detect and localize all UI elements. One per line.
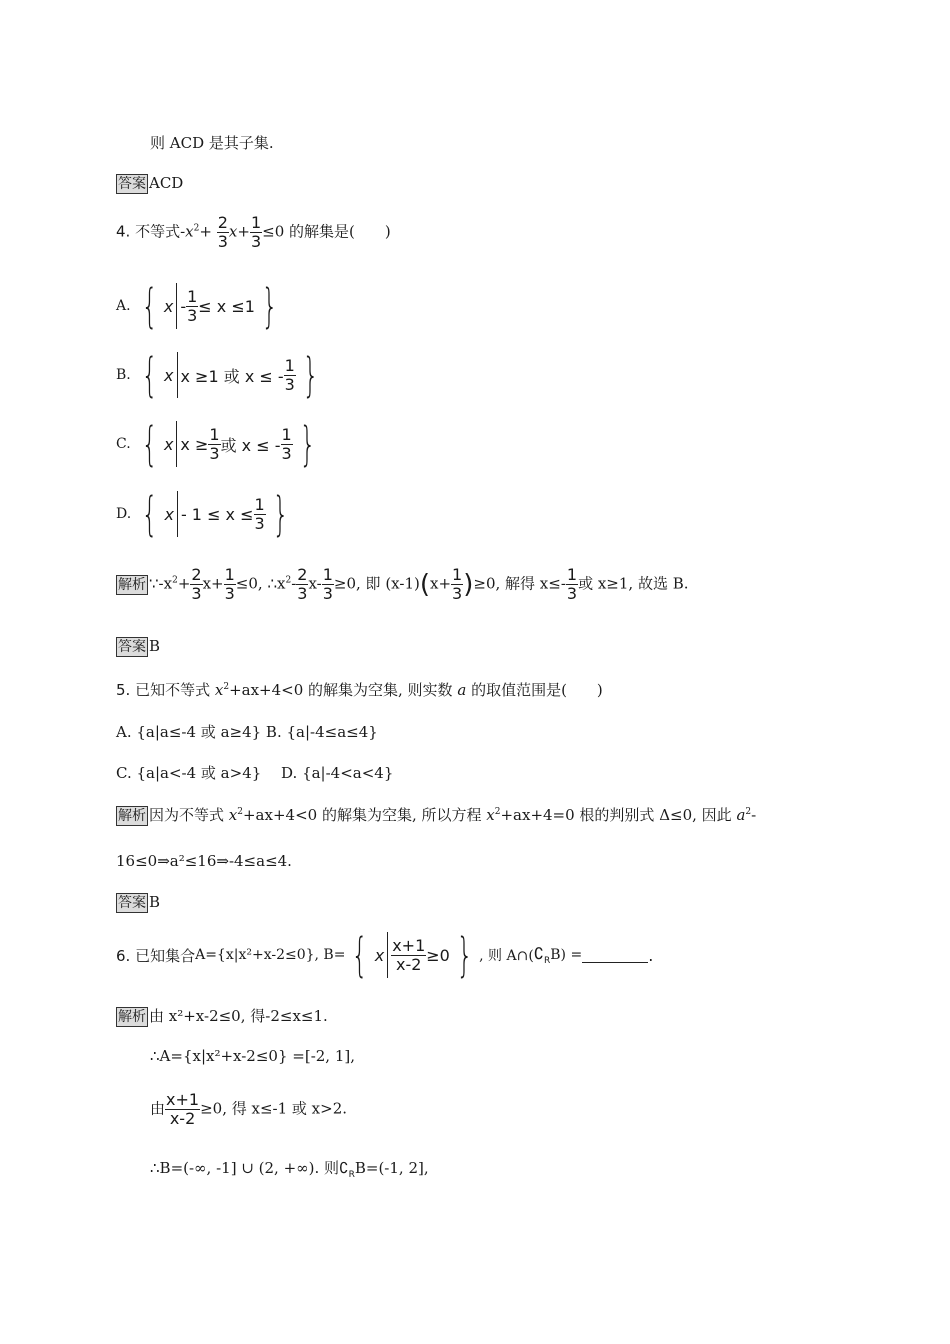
fraction <box>217 214 229 251</box>
question-number: 4. 不等式 <box>116 222 181 241</box>
denominator: 3 <box>566 584 578 603</box>
fraction <box>391 937 426 974</box>
denominator: 3 <box>281 443 292 463</box>
fraction <box>254 496 266 533</box>
question-text: 6. 已知集合 <box>116 946 196 965</box>
option-d: D. { x - 1 ≤ x ≤ $\frac{1}{3}$ } <box>116 487 289 541</box>
analysis-q6-line3 <box>150 1091 950 1128</box>
analysis-text: 由 x²+x-2≤0, 得-2≤x≤1. <box>149 1007 328 1025</box>
expr-part: x+ <box>228 222 250 241</box>
analysis-text: + <box>177 574 191 593</box>
option-label: A. <box>116 298 131 314</box>
fraction <box>284 357 296 394</box>
solution-conclusion-line: 则 ACD 是其子集. <box>150 134 274 152</box>
analysis-text: 因为不等式 <box>149 806 229 824</box>
numerator: 1 <box>254 494 265 514</box>
denominator: 3 <box>297 584 308 603</box>
set-condition: 或 x ≤ - <box>220 435 281 455</box>
fraction <box>451 566 463 603</box>
analysis-tag: 解析 <box>118 1009 146 1025</box>
question-4-stem: 4. 不等式$-x^2+$ $\frac{2}{3}$ x+ $\frac{1}{3}$ ≤0 的解集是( ) <box>116 213 391 251</box>
numerator: 1 <box>250 213 262 232</box>
fraction <box>165 1091 200 1128</box>
set-variable: x <box>164 365 174 385</box>
analysis-text: ≤0, ∴x <box>235 574 286 593</box>
fraction <box>322 566 334 603</box>
answer-tag: 答案 <box>118 895 146 911</box>
expr-part: ≤0 的解集是( ) <box>262 222 391 241</box>
set-condition: - <box>180 296 187 316</box>
answer-blank[interactable] <box>582 948 648 963</box>
fraction <box>281 426 293 463</box>
denominator: 3 <box>191 584 202 603</box>
answer-line-q4 <box>116 637 950 657</box>
analysis-text: +ax+4=0 根的判别式 Δ≤0, 因此 <box>500 806 737 824</box>
numerator: 1 <box>224 565 235 584</box>
question-text: +ax+4<0 的解集为空集, 则实数 <box>229 681 458 699</box>
option-label: B. <box>116 367 131 383</box>
answer-tag: 答案 <box>118 176 146 192</box>
set-variable: x <box>163 434 174 454</box>
denominator: 3 <box>452 584 463 603</box>
set-condition: x ≥ <box>180 434 209 454</box>
answer-line-q5 <box>116 893 950 913</box>
option-b: B. { x x ≥1 或 x ≤ - $\frac{1}{3}$ } <box>116 348 319 402</box>
fraction <box>296 566 308 603</box>
set-variable: x <box>374 945 385 965</box>
analysis-text: ≥0, 即 (x-1) <box>333 574 420 593</box>
question-text: B) = <box>550 947 583 963</box>
set-variable: x <box>163 296 174 316</box>
complement-subscript: R <box>543 956 551 967</box>
question-6-stem: 6. 已知集合 A={x|x²+x-2≤0}, B= { x $\frac{x+1}{x-2}$ ≥0 } , 则 A∩( $∁_R$ B) = . <box>116 928 654 982</box>
analysis-text: - <box>291 574 297 593</box>
analysis-text: x+ <box>202 574 224 593</box>
analysis-text: - <box>751 806 757 824</box>
complement-symbol: ∁ <box>339 1159 349 1177</box>
denominator: x-2 <box>169 1109 196 1128</box>
answer-tag: 答案 <box>118 639 146 655</box>
analysis-text: 或 x≥1, 故选 B. <box>578 574 689 593</box>
set-condition: x ≥1 或 x ≤ - <box>180 366 284 386</box>
set-condition: - 1 ≤ x ≤ <box>180 504 254 524</box>
numerator: 2 <box>191 565 202 584</box>
numerator: 1 <box>566 565 578 584</box>
analysis-q6-line4 <box>150 1157 950 1180</box>
option-a: A. { x - $\frac{1}{3}$ ≤ x ≤1 } <box>116 279 278 333</box>
expr-part: + <box>199 222 212 241</box>
option-label: D. <box>116 506 132 522</box>
set-condition: ≤ x ≤1 <box>198 296 255 316</box>
denominator: 3 <box>217 232 228 251</box>
numerator: x+1 <box>166 1090 200 1109</box>
analysis-tag: 解析 <box>118 576 146 593</box>
analysis-text: 由 <box>150 1099 166 1118</box>
analysis-q5-cont: 16≤0⇒a²≤16⇒-4≤a≤4. <box>116 852 292 870</box>
option-c: C. { x x ≥ $\frac{1}{3}$ 或 x ≤ - $\frac{1}{3}$ } <box>116 417 316 471</box>
question-5-stem: 5. 已知不等式 $x^2+ax+4<0$ 的解集为空集, 则实数 a 的取值范围是( ) <box>116 681 603 699</box>
analysis-text: x+ <box>430 574 452 593</box>
numerator: 1 <box>322 565 333 584</box>
option-label: C. <box>116 436 131 452</box>
analysis-text: ∵-x <box>149 574 173 593</box>
question-text: , 则 A∩( <box>479 948 534 964</box>
analysis-text: B=(-1, 2], <box>354 1159 429 1177</box>
expr-part: -x <box>180 222 194 241</box>
denominator: 3 <box>250 232 262 251</box>
answer-line-q3 <box>116 174 950 194</box>
numerator: 1 <box>187 286 198 306</box>
numerator: x+1 <box>392 935 426 955</box>
denominator: 3 <box>209 443 220 463</box>
denominator: 3 <box>254 513 265 533</box>
fraction <box>208 426 220 463</box>
analysis-q5: 解析 因为不等式 $x^2+ax+4<0$ 的解集为空集, 所以方程 $x^2+ax+4=0$ 根的判别式 Δ≤0, 因此 $a^2-$ <box>118 806 757 824</box>
fraction <box>190 566 202 603</box>
answer-value: B <box>149 637 161 655</box>
fraction <box>566 566 578 603</box>
numerator: 2 <box>297 565 308 584</box>
fraction <box>186 288 198 325</box>
analysis-text: x- <box>308 574 322 593</box>
question-text: . <box>648 945 654 965</box>
fraction <box>250 214 262 251</box>
options-cd: C. {a|a<-4 或 a>4} D. {a|-4<a<4} <box>116 764 394 782</box>
analysis-text: +ax+4<0 的解集为空集, 所以方程 <box>242 806 487 824</box>
set-a: A={x|x²+x-2≤0}, B= <box>195 947 346 963</box>
numerator: 1 <box>209 424 220 444</box>
analysis-text: ≥0, 得 x≤-1 或 x>2. <box>200 1099 348 1118</box>
numerator: 2 <box>217 213 228 232</box>
denominator: x-2 <box>396 954 422 974</box>
question-text: 5. 已知不等式 <box>116 681 215 699</box>
analysis-q6-line2: ∴A={x|x²+x-2≤0} =[-2, 1], <box>150 1047 356 1065</box>
analysis-q4: 解析 $\because-x^2+$ $\frac{2}{3}$ x+ $\frac{1}{3}$ ≤0, $\therefore x^2-$ $\frac{2}{3}$ x- $\frac{1}{3}$ ≥0, 即 (x-1)(x+ $\frac{1}{3}$ )≥0, 解得 x≤- $\frac{1}{3}$ 或 x≥1, 故选 B. <box>118 565 689 603</box>
answer-value: ACD <box>149 174 184 192</box>
set-condition: ≥0 <box>426 945 450 965</box>
analysis-text: ∴B=(-∞, -1] ∪ (2, +∞). 则 <box>150 1159 340 1177</box>
set-variable: x <box>164 504 174 524</box>
complement-subscript: R <box>348 1170 355 1180</box>
fraction <box>224 566 236 603</box>
complement-symbol: ∁ <box>533 943 544 963</box>
analysis-q6-line1 <box>116 1005 950 1027</box>
question-text: 的取值范围是( ) <box>466 681 603 699</box>
denominator: 3 <box>284 374 295 394</box>
answer-value: B <box>149 893 161 911</box>
numerator: 1 <box>281 424 292 444</box>
numerator: 1 <box>452 565 463 584</box>
denominator: 3 <box>322 584 333 603</box>
options-ab: A. {a|a≤-4 或 a≥4} B. {a|-4≤a≤4} <box>116 723 378 741</box>
analysis-tag: 解析 <box>118 808 146 824</box>
denominator: 3 <box>187 305 198 325</box>
denominator: 3 <box>224 584 235 603</box>
numerator: 1 <box>284 355 295 375</box>
analysis-text: ≥0, 解得 x≤- <box>473 574 566 593</box>
